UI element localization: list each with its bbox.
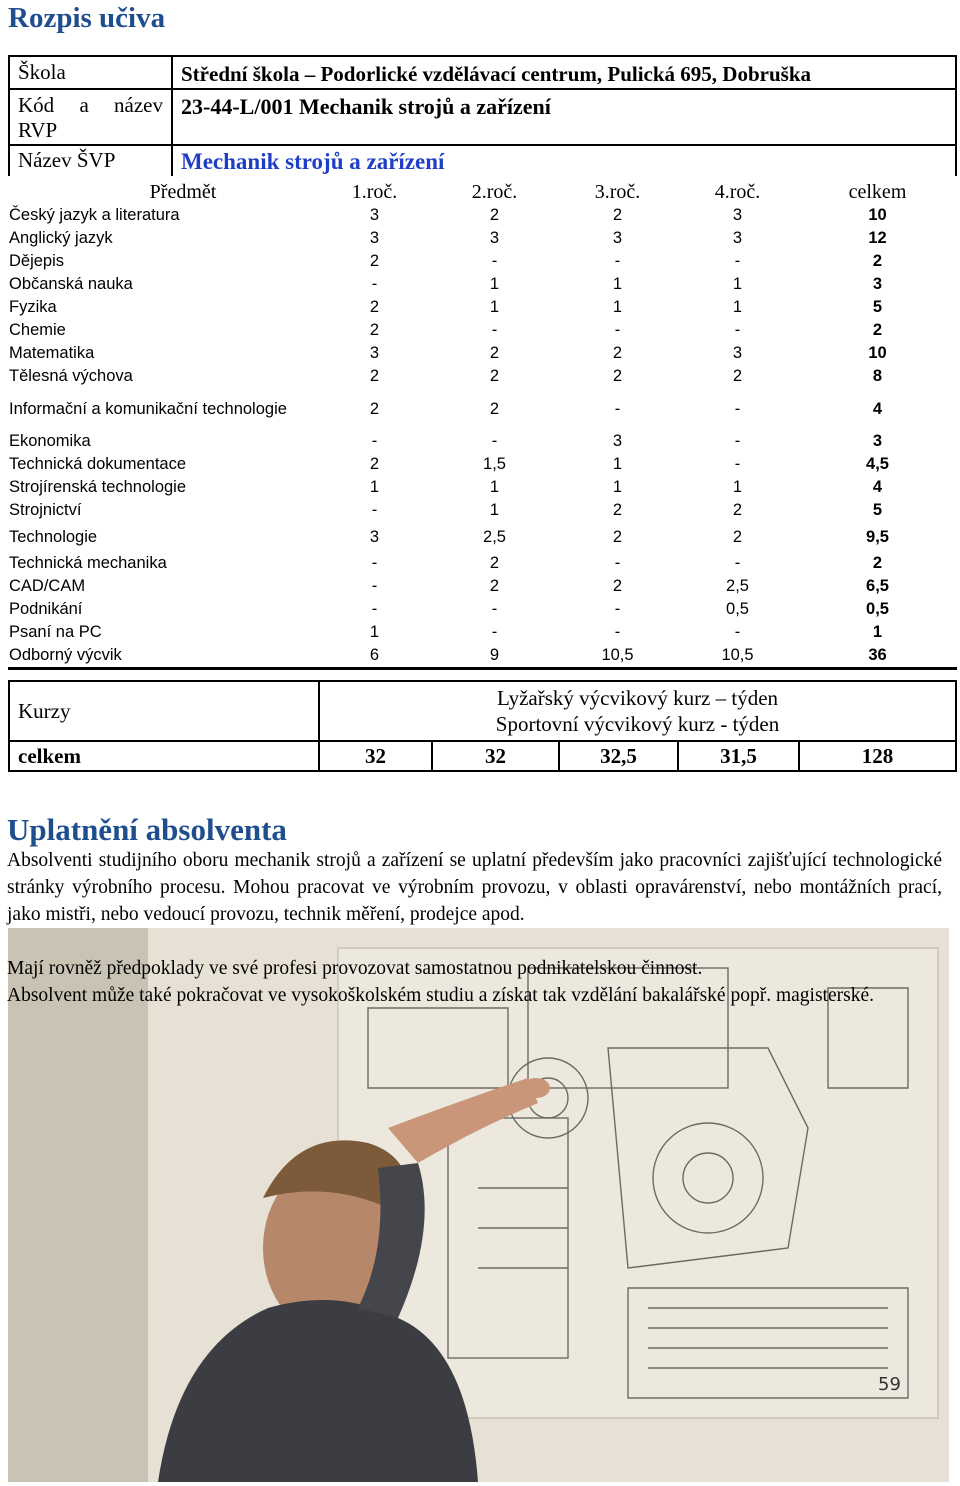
year1-hours: - <box>371 501 378 519</box>
year2-hours: - <box>491 321 498 339</box>
year1-hours: 2 <box>369 399 380 418</box>
total-hours: 12 <box>868 229 887 247</box>
year3-hours: 1 <box>612 275 623 293</box>
school-row <box>9 56 956 89</box>
col-year4: 4.roč. <box>714 181 761 203</box>
year1-hours: 2 <box>369 367 380 385</box>
year4-hours: 2 <box>732 501 743 519</box>
year2-hours: 3 <box>489 229 500 247</box>
year2-hours: - <box>491 252 498 270</box>
year1-hours: 2 <box>369 455 380 473</box>
course-sport: Sportovní výcvikový kurz - týden <box>495 712 780 736</box>
subject-name: Psaní na PC <box>9 623 102 641</box>
year2-hours: - <box>491 623 498 641</box>
total-hours: 6,5 <box>866 577 889 595</box>
year4-hours: - <box>734 252 741 270</box>
year4-hours: 2 <box>732 367 743 385</box>
year4-hours: 3 <box>732 229 743 247</box>
subject-name: Dějepis <box>9 252 65 270</box>
year1-hours: 3 <box>369 344 380 362</box>
year3-hours: 1 <box>612 455 623 473</box>
year3-hours: - <box>614 321 621 339</box>
year1-hours: 3 <box>369 527 380 546</box>
year3-hours: 2 <box>612 501 623 519</box>
year3-hours: 1 <box>612 478 623 496</box>
year3-hours: 3 <box>612 432 623 450</box>
subject-name: Odborný výcvik <box>8 644 318 668</box>
year2-hours: - <box>491 432 498 450</box>
svp-label: Název ŠVP <box>9 145 172 176</box>
year3-hours: 2 <box>612 344 623 362</box>
table-header-row <box>8 177 957 204</box>
photo-student-technical-drawing <box>8 928 949 1482</box>
year2-hours: 2 <box>489 399 500 418</box>
year2-hours: 2 <box>489 367 500 385</box>
year2-hours: 1,5 <box>483 455 506 473</box>
subject-name: Technická mechanika <box>9 554 167 572</box>
subject-name: Podnikání <box>9 600 83 618</box>
graduate-paragraph-1: Absolventi studijního oboru mechanik strojů a zařízení se uplatní především jako pracovníci zajišťující technologické stránky výrobního procesu. Mohou pracovat ve výrobním provozu, v oblasti opravárenství, nebo montážních prací, jako mistři, nebo vedoucí provozu, technik měření, prodejce apod. <box>7 850 942 925</box>
school-value: Střední škola – Podorlické vzdělávací centrum, Pulická 695, Dobruška <box>172 56 956 89</box>
table-row <box>8 621 957 644</box>
table-row <box>8 552 957 575</box>
course-ski: Lyžařský výcvikový kurz – týden <box>496 686 779 710</box>
year4-hours: 2,5 <box>726 577 749 595</box>
sum-year3: 32,5 <box>559 741 678 771</box>
sum-year1: 32 <box>319 741 432 771</box>
subject-name: Technická dokumentace <box>9 455 187 473</box>
year4-hours: - <box>734 455 741 473</box>
svp-row <box>9 145 956 176</box>
graduate-paragraph-2: Mají rovněž předpoklady ve své profesi provozovat samostatnou podnikatelskou činnost. <box>7 958 703 979</box>
total-hours: 2 <box>872 252 883 270</box>
table-row <box>8 319 957 342</box>
year3-hours: - <box>614 252 621 270</box>
year4-hours: 1 <box>732 275 743 293</box>
year1-hours: 2 <box>369 252 380 270</box>
year4-hours: 2 <box>732 527 743 546</box>
subject-name: Strojírenská technologie <box>9 478 187 496</box>
total-hours: 0,5 <box>866 600 889 618</box>
total-hours: 36 <box>798 644 957 668</box>
summary-table <box>8 680 957 772</box>
subject-name: Fyzika <box>9 298 57 316</box>
total-hours: 4 <box>872 478 883 496</box>
total-hours: 9,5 <box>866 527 889 546</box>
year4-hours: 1 <box>732 298 743 316</box>
year3-hours: 10,5 <box>558 644 677 668</box>
total-hours: 5 <box>872 298 883 316</box>
svp-value: Mechanik strojů a zařízení <box>172 145 956 176</box>
col-year2: 2.roč. <box>471 181 518 203</box>
year2-hours: 1 <box>489 501 500 519</box>
table-row <box>8 476 957 499</box>
year3-hours: - <box>614 600 621 618</box>
table-row <box>8 296 957 319</box>
rvp-row <box>9 89 956 145</box>
total-hours: 5 <box>872 501 883 519</box>
table-row <box>8 388 957 430</box>
year2-hours: 9 <box>431 644 558 668</box>
table-row <box>8 499 957 522</box>
subject-name: Chemie <box>9 321 66 339</box>
year2-hours: 1 <box>489 275 500 293</box>
year3-hours: - <box>614 623 621 641</box>
year2-hours: 2 <box>489 206 500 224</box>
courses-row <box>9 681 956 741</box>
subject-name: Občanská nauka <box>9 275 133 293</box>
year4-hours: - <box>734 554 741 572</box>
rvp-value: 23-44-L/001 Mechanik strojů a zařízení <box>172 89 956 145</box>
total-hours: 1 <box>872 623 883 641</box>
total-hours: 4 <box>872 399 883 418</box>
sum-year4: 31,5 <box>678 741 799 771</box>
subject-name: Český jazyk a literatura <box>9 206 180 224</box>
year1-hours: 3 <box>369 229 380 247</box>
subject-name: Technologie <box>9 527 98 546</box>
year1-hours: 6 <box>318 644 431 668</box>
col-subject: Předmět <box>149 181 217 203</box>
courses-label: Kurzy <box>9 681 319 741</box>
year3-hours: 2 <box>612 206 623 224</box>
year4-hours: 3 <box>732 206 743 224</box>
year3-hours: 1 <box>612 298 623 316</box>
table-row <box>8 644 957 668</box>
year4-hours: - <box>734 623 741 641</box>
year2-hours: - <box>491 600 498 618</box>
year2-hours: 1 <box>489 298 500 316</box>
school-info-table <box>8 55 957 176</box>
table-row <box>8 365 957 388</box>
total-hours: 8 <box>872 367 883 385</box>
subject-name: Anglický jazyk <box>9 229 113 247</box>
table-row <box>8 342 957 365</box>
year3-hours: 3 <box>612 229 623 247</box>
svg-text:59: 59 <box>878 1374 901 1395</box>
school-label: Škola <box>9 56 172 89</box>
year1-hours: - <box>371 600 378 618</box>
courses-value <box>319 681 956 741</box>
total-hours: 10 <box>868 206 887 224</box>
subject-name: Informační a komunikační technologie <box>9 400 287 418</box>
table-row <box>8 273 957 296</box>
total-hours: 3 <box>872 275 883 293</box>
year2-hours: 1 <box>489 478 500 496</box>
table-row <box>8 204 957 227</box>
year1-hours: - <box>371 554 378 572</box>
year1-hours: 2 <box>369 321 380 339</box>
sum-label: celkem <box>9 741 319 771</box>
page-title: Rozpis učiva <box>8 2 166 34</box>
year4-hours: - <box>734 321 741 339</box>
year1-hours: - <box>371 432 378 450</box>
table-row <box>8 453 957 476</box>
year2-hours: 2 <box>489 577 500 595</box>
total-hours: 10 <box>868 344 887 362</box>
year4-hours: 10,5 <box>677 644 798 668</box>
sum-row <box>9 741 956 771</box>
table-row <box>8 227 957 250</box>
table-row <box>8 598 957 621</box>
graduate-paragraph-3: Absolvent může také pokračovat ve vysokoškolském studiu a získat tak vzdělání bakalářské popř. magisterské. <box>7 985 874 1006</box>
graduate-heading: Uplatnění absolventa <box>7 812 287 847</box>
year4-hours: - <box>734 399 741 418</box>
year4-hours: 3 <box>732 344 743 362</box>
col-year1: 1.roč. <box>351 181 398 203</box>
year4-hours: 1 <box>732 478 743 496</box>
total-hours: 4,5 <box>866 455 889 473</box>
col-total: celkem <box>848 181 907 203</box>
year4-hours: 0,5 <box>726 600 749 618</box>
year1-hours: 2 <box>369 298 380 316</box>
total-hours: 2 <box>872 554 883 572</box>
table-row <box>8 575 957 598</box>
table-row <box>8 522 957 552</box>
year2-hours: 2,5 <box>483 527 506 546</box>
sum-total: 128 <box>799 741 956 771</box>
year3-hours: 2 <box>612 367 623 385</box>
year2-hours: 2 <box>489 554 500 572</box>
year1-hours: - <box>371 275 378 293</box>
subject-name: Ekonomika <box>9 432 91 450</box>
total-hours: 3 <box>872 432 883 450</box>
subject-name: Matematika <box>9 344 95 362</box>
col-year3: 3.roč. <box>594 181 641 203</box>
rvp-label: Kód a název RVP <box>9 89 172 145</box>
year3-hours: - <box>614 554 621 572</box>
year1-hours: 1 <box>369 478 380 496</box>
subjects-table <box>8 177 957 670</box>
table-row <box>8 430 957 453</box>
year4-hours: - <box>734 432 741 450</box>
subject-name: Tělesná výchova <box>9 367 133 385</box>
year1-hours: 1 <box>369 623 380 641</box>
year3-hours: 2 <box>612 527 623 546</box>
total-hours: 2 <box>872 321 883 339</box>
year1-hours: 3 <box>369 206 380 224</box>
subject-name: CAD/CAM <box>9 577 86 595</box>
year3-hours: 2 <box>612 577 623 595</box>
sum-year2: 32 <box>432 741 559 771</box>
subject-name: Strojnictví <box>9 501 82 519</box>
year3-hours: - <box>614 399 621 418</box>
year2-hours: 2 <box>489 344 500 362</box>
table-row <box>8 250 957 273</box>
year1-hours: - <box>371 577 378 595</box>
